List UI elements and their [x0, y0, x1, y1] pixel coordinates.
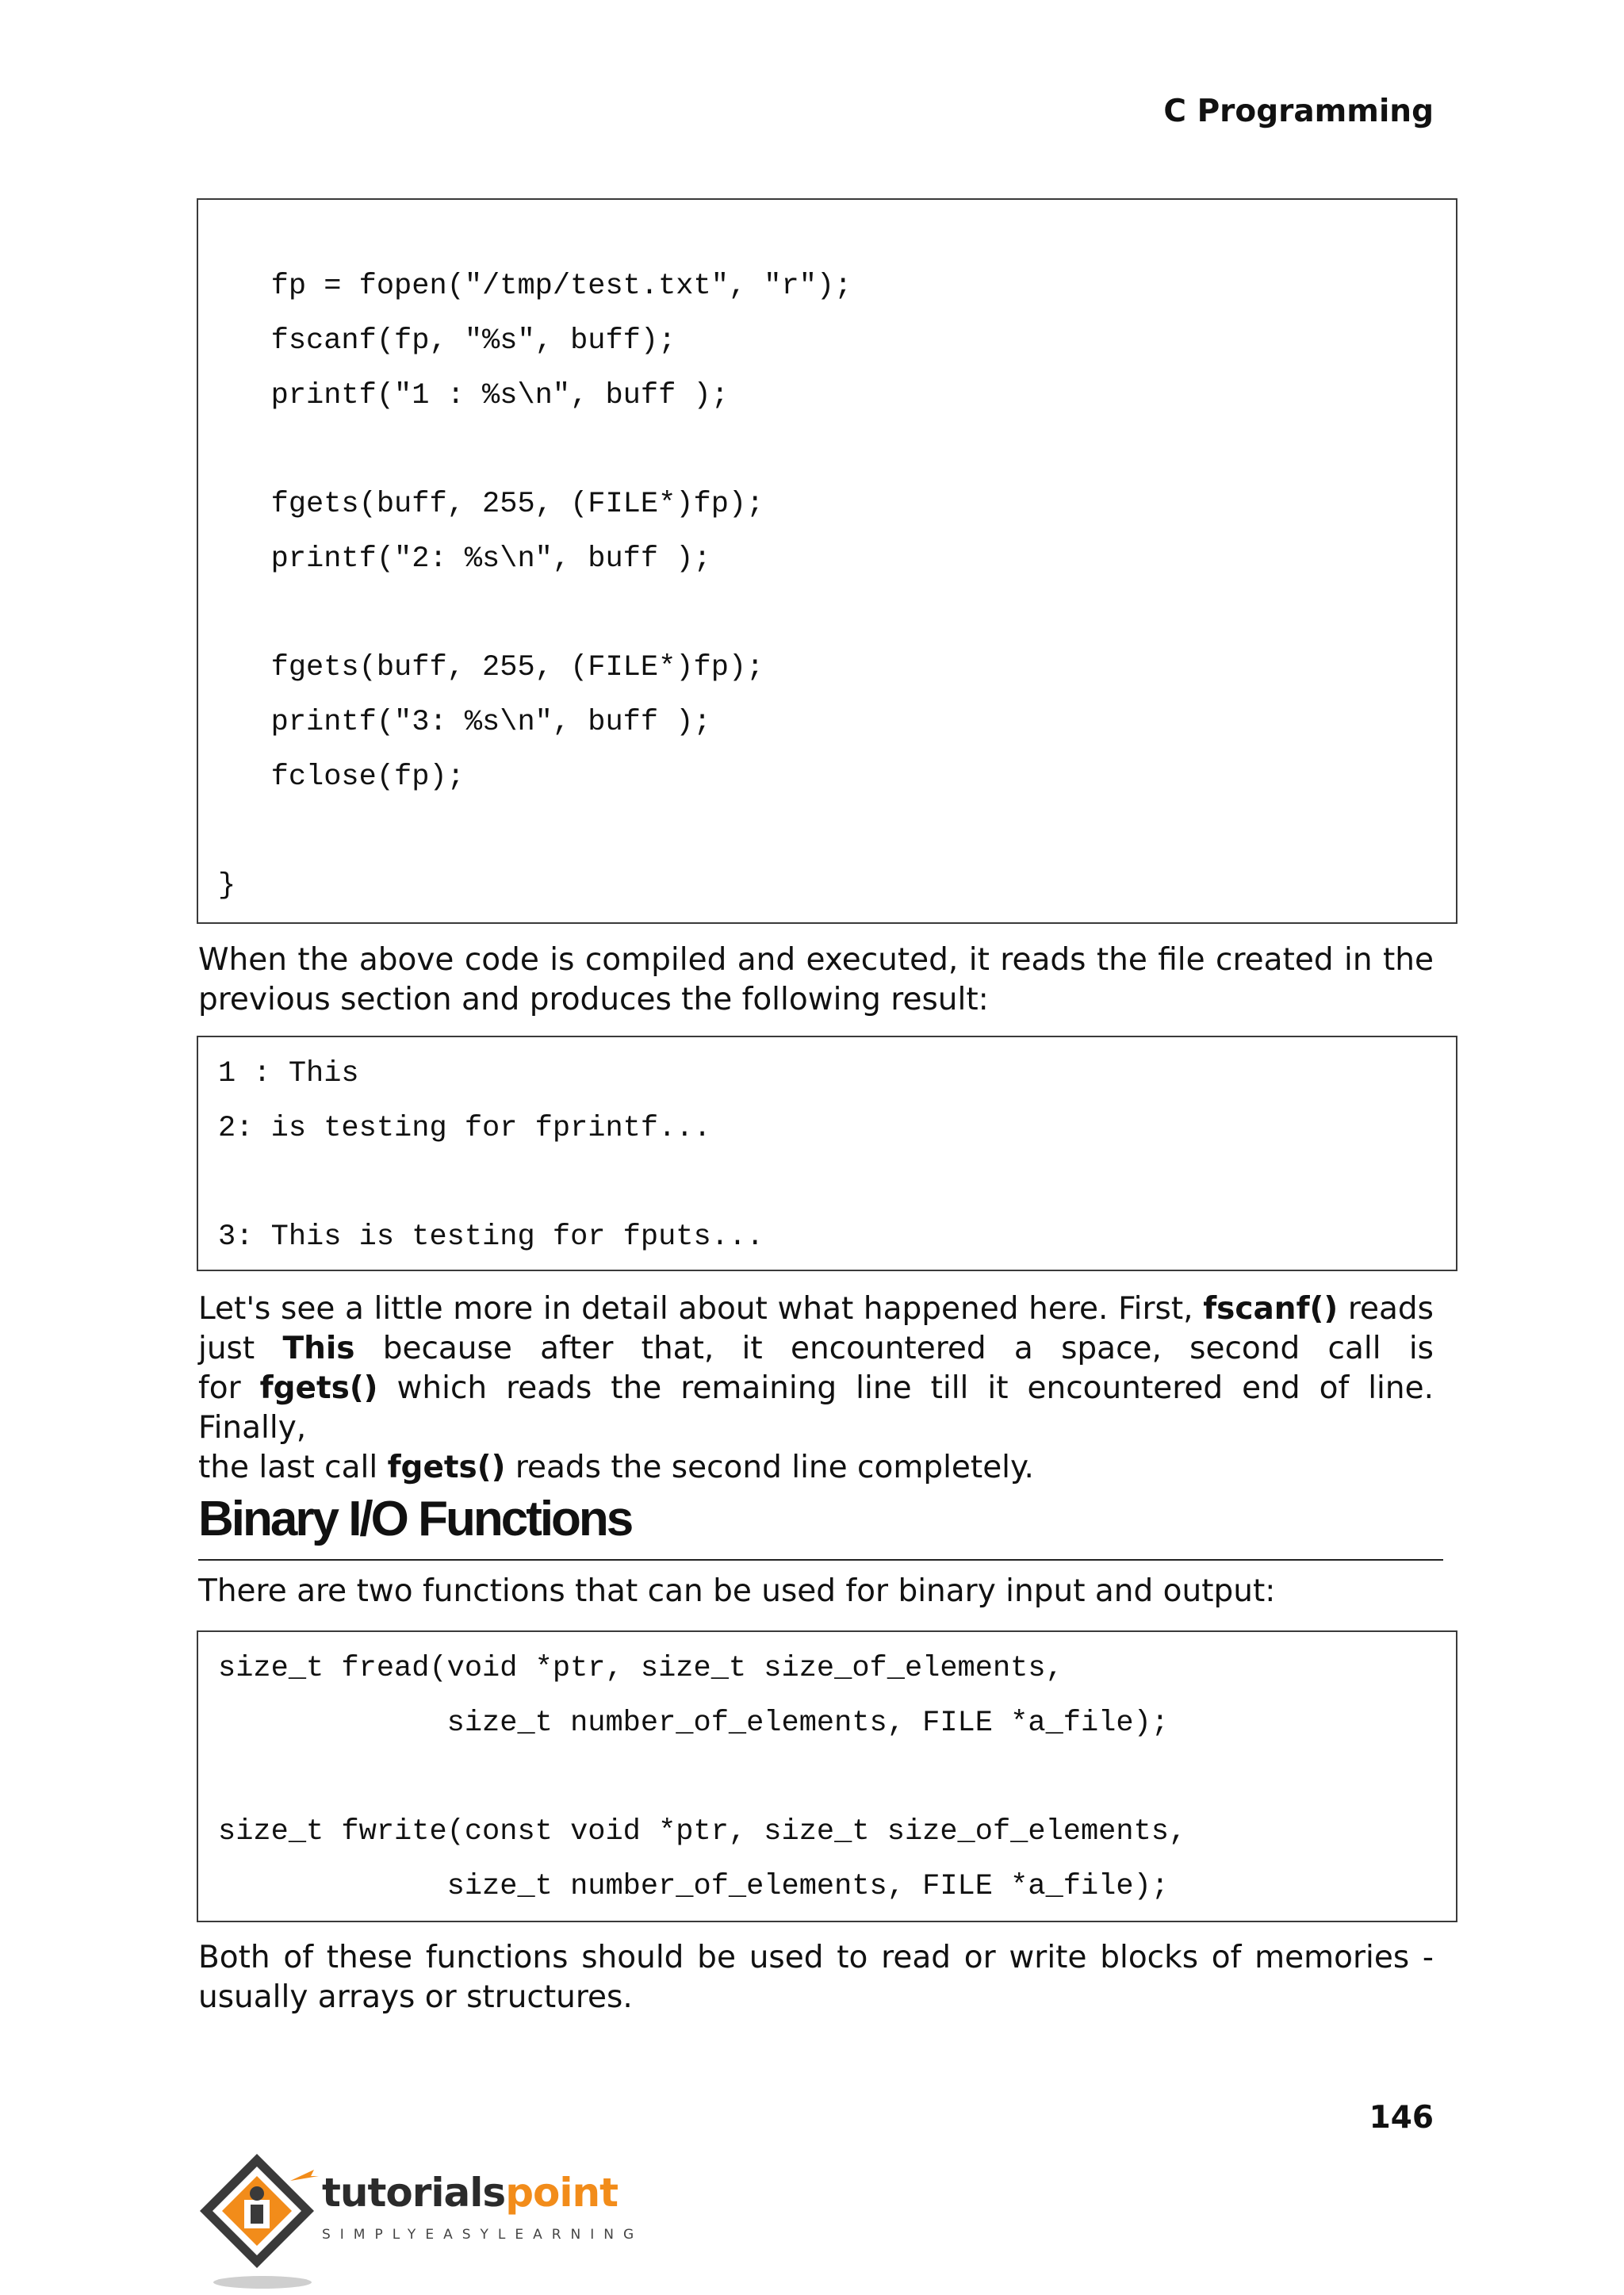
page-number: 146: [1369, 2100, 1434, 2136]
inline-emphasis: This: [282, 1331, 355, 1366]
inline-code-term: fgets(): [259, 1370, 378, 1406]
code-line: size_t number_of_elements, FILE *a_file);: [218, 1870, 1169, 1903]
paragraph-line: usually arrays or structures.: [198, 1979, 633, 2015]
paragraph-line: Both of these functions should be used to read or write blocks of memories -: [198, 1940, 1434, 1975]
heading-underline: [198, 1559, 1443, 1561]
code-line: fgets(buff, 255, (FILE*)fp);: [218, 651, 764, 684]
code-line: size_t number_of_elements, FILE *a_file);: [218, 1707, 1169, 1740]
running-header: C Programming: [1163, 94, 1434, 129]
paragraph-line: just This because after that, it encountered a space, second call is: [198, 1331, 1434, 1366]
code-line: fscanf(fp, "%s", buff);: [218, 324, 676, 358]
paragraph-line: There are two functions that can be used for binary input and output:: [198, 1573, 1276, 1609]
code-line: }: [218, 869, 236, 902]
code-line: size_t fwrite(const void *ptr, size_t size_of_elements,: [218, 1815, 1187, 1849]
code-block-file-read: [197, 198, 1457, 924]
inline-code-term: fscanf(): [1203, 1291, 1339, 1327]
paragraph-result-intro: [198, 941, 1434, 1020]
code-line: printf("2: %s\n", buff );: [218, 542, 711, 576]
paragraph-line: When the above code is compiled and executed, it reads the file created in the: [198, 942, 1434, 978]
code-block-fread-fwrite: [197, 1630, 1457, 1922]
paragraph-line: for fgets() which reads the remaining line till it encountered end of line. Finally,: [198, 1370, 1434, 1446]
output-line: 3: This is testing for fputs...: [218, 1220, 764, 1254]
output-line: 2: is testing for fprintf...: [218, 1112, 711, 1145]
paragraph-binary-intro: [198, 1572, 1434, 1611]
code-line: size_t fread(void *ptr, size_t size_of_elements,: [218, 1652, 1063, 1685]
output-line: 1 : This: [218, 1057, 359, 1090]
paragraph-line: previous section and produces the following result:: [198, 982, 989, 1017]
code-line: printf("1 : %s\n", buff );: [218, 379, 729, 412]
logo-diamond-icon: [195, 2149, 330, 2292]
code-line: printf("3: %s\n", buff );: [218, 706, 711, 739]
paragraph-line: Let's see a little more in detail about what happened here. First, fscanf() reads: [198, 1291, 1434, 1327]
paragraph-explanation: [198, 1289, 1434, 1488]
logo-wordmark: tutorialspoint: [322, 2170, 618, 2216]
code-line: fgets(buff, 255, (FILE*)fp);: [218, 488, 764, 521]
paragraph-line: the last call fgets() reads the second line completely.: [198, 1450, 1034, 1485]
code-line: fp = fopen("/tmp/test.txt", "r");: [218, 270, 852, 303]
inline-code-term: fgets(): [387, 1450, 506, 1485]
paragraph-binary-usage: [198, 1938, 1434, 2017]
tutorialspoint-logo: [195, 2149, 644, 2292]
output-block: [197, 1036, 1457, 1271]
logo-tagline: SIMPLYEASYLEARNING: [322, 2227, 644, 2243]
section-heading: Binary I/O Functions: [198, 1492, 632, 1546]
code-line: fclose(fp);: [218, 761, 465, 794]
